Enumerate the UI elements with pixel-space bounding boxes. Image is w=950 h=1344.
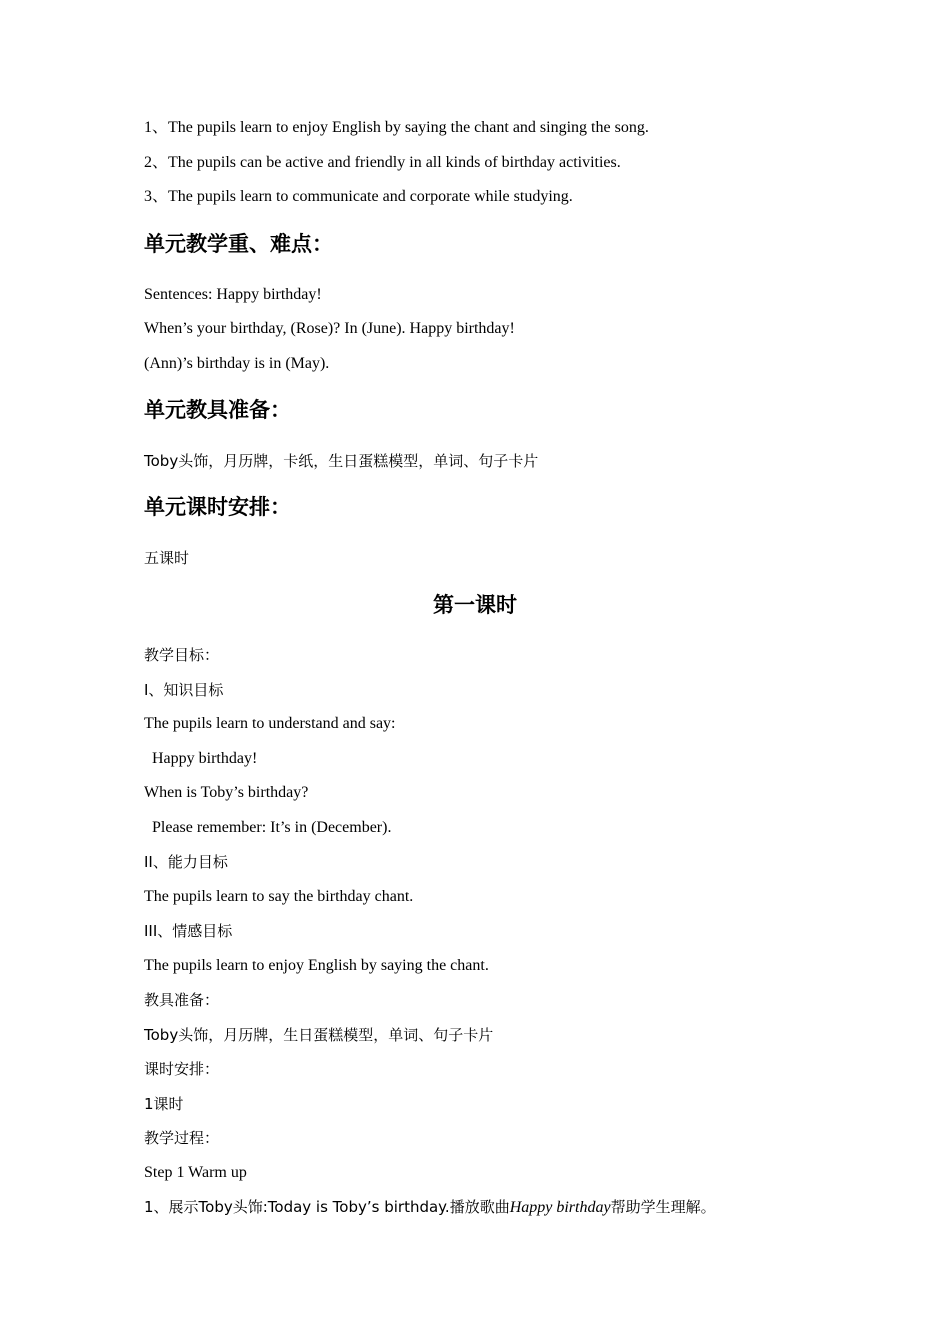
schedule-text: 五课时 (144, 549, 190, 567)
song-title: Happy birthday (509, 1199, 611, 1216)
key-point-sentence-3: (Ann)’s birthday is in (May). (144, 355, 330, 372)
schedule-heading: 单元课时安排： (144, 495, 291, 519)
knowledge-intro: The pupils learn to understand and say: (144, 715, 396, 732)
lesson-schedule-text: 1课时 (144, 1095, 184, 1113)
step-1-heading: Step 1 Warm up (144, 1164, 247, 1181)
key-point-sentence-2: When’s your birthday, (Rose)? In (June). Happy birthday! (144, 320, 515, 337)
lesson-materials-text: Toby头饰，月历牌，生日蛋糕模型，单词、句子卡片 (144, 1026, 494, 1044)
materials-heading: 单元教具准备： (144, 398, 291, 422)
lesson-title: 第一课时 (433, 593, 517, 617)
step-1-item-1 (144, 1197, 716, 1218)
materials-text: Toby头饰，月历牌，卡纸，生日蛋糕模型，单词、句子卡片 (144, 452, 539, 470)
step-1-item-suffix: 帮助学生理解。 (610, 1198, 716, 1216)
process-label: 教学过程： (144, 1129, 220, 1147)
objective-3: 3、The pupils learn to communicate and corporate while studying. (144, 188, 573, 205)
goals-label: 教学目标： (144, 646, 220, 664)
knowledge-sentence-1: Happy birthday! (152, 750, 258, 767)
knowledge-sentence-3: Please remember: It’s in (December). (152, 819, 392, 836)
lesson-schedule-label: 课时安排： (144, 1060, 220, 1078)
objective-2: 2、The pupils can be active and friendly in all kinds of birthday activities. (144, 154, 621, 171)
objective-1: 1、The pupils learn to enjoy English by saying the chant and singing the song. (144, 119, 649, 136)
emotion-goal-label: III、情感目标 (144, 922, 233, 940)
ability-goal-text: The pupils learn to say the birthday chant. (144, 888, 414, 905)
emotion-goal-text: The pupils learn to enjoy English by saying the chant. (144, 957, 489, 974)
key-point-sentence-1: Sentences: Happy birthday! (144, 286, 322, 303)
key-points-heading: 单元教学重、难点： (144, 232, 333, 256)
knowledge-sentence-2: When is Toby’s birthday? (144, 784, 309, 801)
lesson-materials-label: 教具准备： (144, 991, 220, 1009)
ability-goal-label: II、能力目标 (144, 853, 228, 871)
knowledge-goal-label: I、知识目标 (144, 681, 224, 699)
step-1-item-prefix: 1、展示Toby头饰:Today is Toby’s birthday.播放歌曲 (144, 1198, 510, 1216)
